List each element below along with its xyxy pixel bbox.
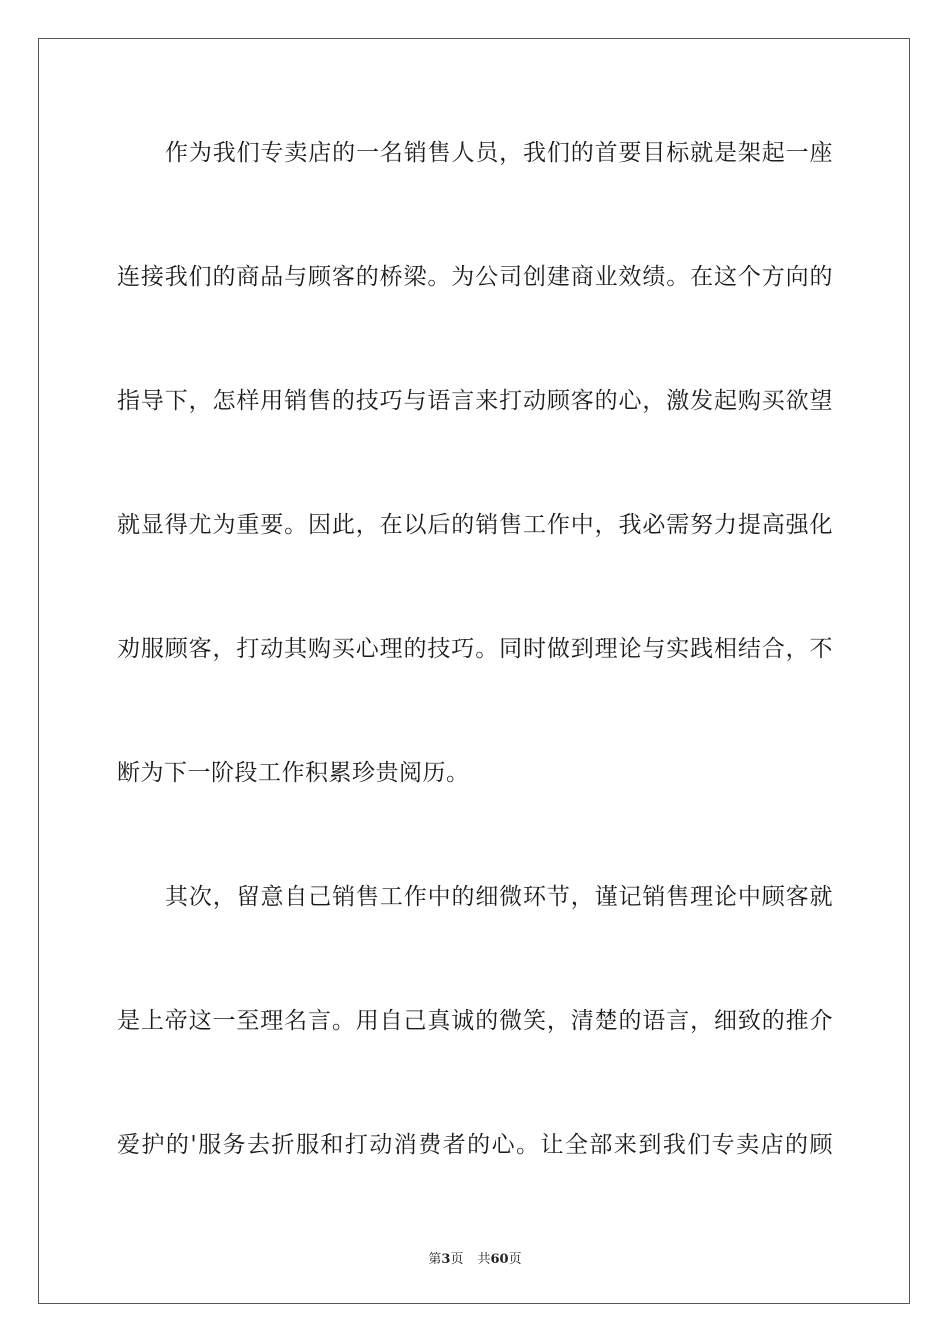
paragraph-1-line-5: 劝服顾客，打动其购买心理的技巧。同时做到理论与实践相结合，不 bbox=[117, 636, 833, 662]
footer-prefix: 第 bbox=[428, 1252, 442, 1267]
current-page-number: 3 bbox=[441, 1252, 451, 1267]
paragraph-1-line-6: 断为下一阶段工作积累珍贵阅历。 bbox=[117, 760, 470, 786]
paragraph-1-line-1: 作为我们专卖店的一名销售人员，我们的首要目标就是架起一座 bbox=[165, 140, 833, 166]
paragraph-2-line-1: 其次，留意自己销售工作中的细微环节，谨记销售理论中顾客就 bbox=[165, 884, 833, 910]
paragraph-2-line-3: 爱护的'服务去折服和打动消费者的心。让全部来到我们专卖店的顾 bbox=[117, 1132, 833, 1158]
footer-page-word: 页 bbox=[450, 1252, 464, 1267]
paragraph-2-line-2: 是上帝这一至理名言。用自己真诚的微笑，清楚的语言，细致的推介 bbox=[117, 1008, 833, 1034]
paragraph-1-line-2: 连接我们的商品与顾客的桥梁。为公司创建商业效绩。在这个方向的 bbox=[117, 264, 833, 290]
paragraph-1-line-3: 指导下，怎样用销售的技巧与语言来打动顾客的心，激发起购买欲望 bbox=[117, 388, 833, 414]
total-pages-number: 60 bbox=[490, 1252, 509, 1267]
footer-total-suffix: 页 bbox=[508, 1252, 522, 1267]
page-border bbox=[38, 38, 910, 1304]
page-footer bbox=[0, 1248, 950, 1267]
paragraph-1-line-4: 就显得尤为重要。因此，在以后的销售工作中，我必需努力提高强化 bbox=[117, 512, 833, 538]
footer-total-prefix: 共 bbox=[477, 1252, 491, 1267]
